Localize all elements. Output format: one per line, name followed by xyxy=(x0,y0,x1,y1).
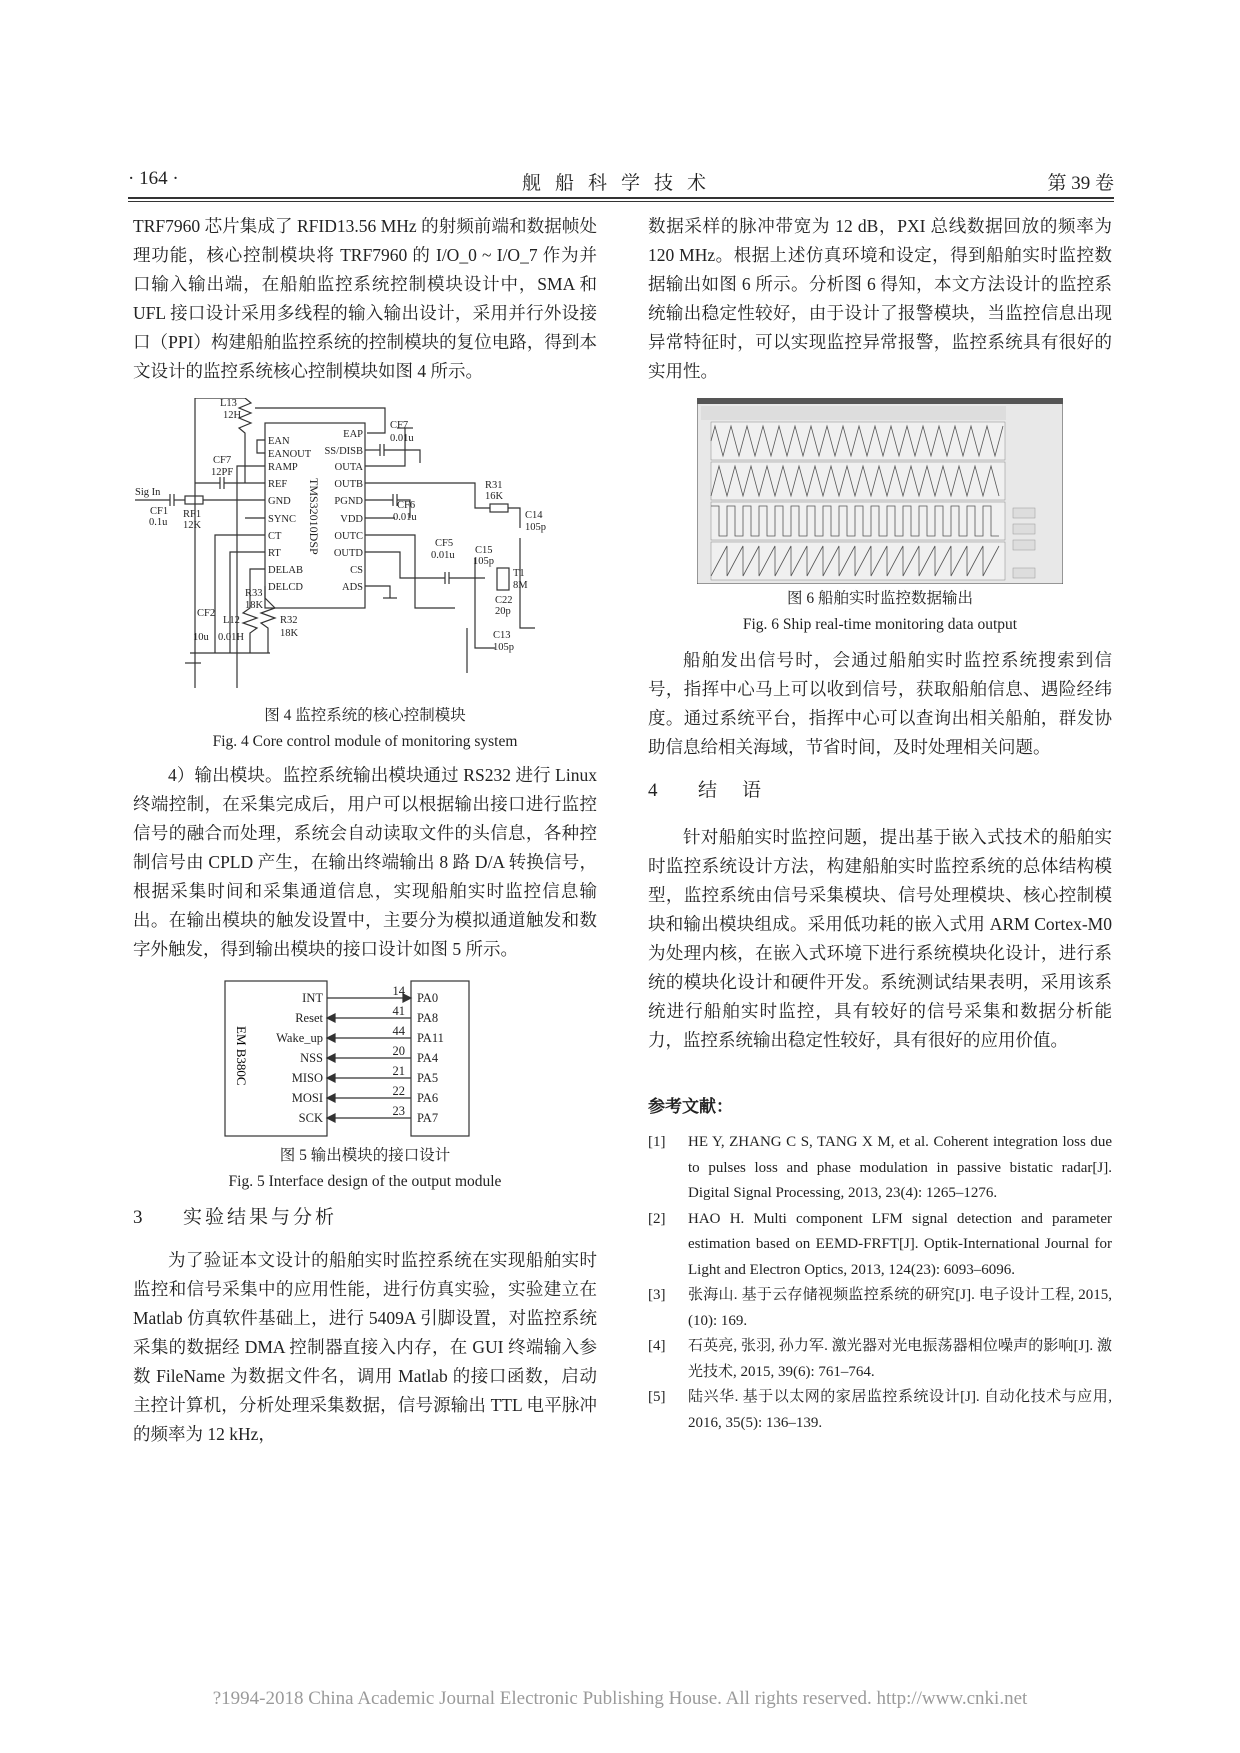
svg-text:SS/DISB: SS/DISB xyxy=(324,446,363,457)
svg-text:DELCD: DELCD xyxy=(268,582,303,593)
svg-text:REF: REF xyxy=(268,479,288,490)
svg-text:RF1: RF1 xyxy=(183,509,202,520)
body-paragraph: 针对船舶实时监控问题，提出基于嵌入式技术的船舶实时监控系统设计方法，构建船舶实时监控系统的总体结构模型，监控系统由信号采集模块、信号处理模块、核心控制模块和输出模块组成。采用低功耗的嵌入式用 ARM Cortex-M0 为处理内核，在嵌入式环境下进行系统模块化设计，进行系统的模块化设计和硬件开发。系统测试结果表明，采用该系统进行船舶实时监控，具有较好的信号采集和数据分析能力，监控系统输出稳定性较好，具有很好的应用价值。 xyxy=(648,827,1112,1050)
svg-text:VDD: VDD xyxy=(340,514,363,525)
svg-text:18K: 18K xyxy=(245,600,264,611)
figure-4-circuit xyxy=(135,398,580,698)
svg-text:OUTC: OUTC xyxy=(334,531,363,542)
svg-text:Reset: Reset xyxy=(295,1011,323,1025)
waveform-display xyxy=(697,398,1063,584)
body-paragraph: TRF7960 芯片集成了 RFID13.56 MHz 的射频前端和数据帧处理功能，核心控制模块将 TRF7960 的 I/O_0 ~ I/O_7 作为并口输入输出端，在船舶监控系统控制模块设计中，SMA 和 UFL 接口设计采用多线程的输入输出设计，采用并行外设接口（PPI）构建船舶监控系统的控制模块的复位电路，得到本文设计的监控系统核心控制模块如图 4 所示。 xyxy=(133,216,597,381)
svg-text:0.01H: 0.01H xyxy=(218,632,244,643)
figure-4-caption-cn: 图 4 监控系统的核心控制模块 xyxy=(264,707,466,724)
svg-text:0.01u: 0.01u xyxy=(393,512,417,523)
svg-text:12PF: 12PF xyxy=(211,467,234,478)
section-4-heading: 4 结 语 xyxy=(648,780,765,801)
svg-text:NSS: NSS xyxy=(300,1051,323,1065)
svg-text:12K: 12K xyxy=(183,520,202,531)
reference-item: [2] HAO H. Multi component LFM signal detection and parameter estimation based on EEMD-FRFT[J]. Optik-International Journal for Light and Electron Optics, 2013, 124(23): 6093–6096. xyxy=(648,1210,1112,1278)
svg-text:SYNC: SYNC xyxy=(268,514,297,525)
svg-text:14: 14 xyxy=(392,984,405,998)
figure-5-caption-en: Fig. 5 Interface design of the output module xyxy=(228,1173,502,1190)
svg-text:20p: 20p xyxy=(495,606,511,617)
svg-text:L12: L12 xyxy=(223,615,240,626)
svg-text:EANOUT: EANOUT xyxy=(268,449,312,460)
journal-title: 舰船科学技术 xyxy=(521,173,720,194)
figure-4-caption-en: Fig. 4 Core control module of monitoring system xyxy=(212,733,518,750)
svg-text:R32: R32 xyxy=(280,615,298,626)
svg-text:CF7: CF7 xyxy=(390,420,409,431)
svg-text:12H: 12H xyxy=(223,410,242,421)
figure-6-monitor-screenshot xyxy=(697,398,1063,584)
reference-item: [1] HE Y, ZHANG C S, TANG X M, et al. Coherent integration loss due to pulses loss and phase modulation in passive bistatic radar[J]. Digital Signal Processing, 2013, 23(4): 1265–1276. xyxy=(648,1134,1112,1201)
svg-text:MOSI: MOSI xyxy=(291,1091,323,1105)
svg-text:8M: 8M xyxy=(513,580,528,591)
svg-text:R33: R33 xyxy=(245,588,263,599)
volume-label: 第 39 卷 xyxy=(1047,173,1114,194)
figure-6-caption-cn: 图 6 船舶实时监控数据输出 xyxy=(786,590,973,607)
section-3-heading: 3 实验结果与分析 xyxy=(133,1207,338,1228)
running-header xyxy=(128,168,1114,194)
body-paragraph: 为了验证本文设计的船舶实时监控系统在实现船舶实时监控和信号采集中的应用性能，进行仿真实验，实验建立在 Matlab 仿真软件基础上，进行 5409A 引脚设置，对监控系统采集的数据经 DMA 控制器直接入内存，在 GUI 终端输入参数 FileName 为数据文件名，调用 Matlab 的接口函数，启动主控计算机，分析处理采集数据，信号源输出 TTL 电平脉冲的频率为 12 kHz， xyxy=(133,1250,597,1444)
figure-5-interface xyxy=(215,976,515,1141)
circuit-diagram xyxy=(135,398,565,698)
svg-text:T1: T1 xyxy=(513,568,525,579)
svg-text:CF5: CF5 xyxy=(435,538,454,549)
svg-text:105p: 105p xyxy=(473,556,494,567)
svg-text:Sig In: Sig In xyxy=(135,487,161,498)
svg-text:SCK: SCK xyxy=(298,1111,323,1125)
svg-text:RAMP: RAMP xyxy=(268,462,298,473)
header-rule xyxy=(128,197,1114,199)
svg-text:EAP: EAP xyxy=(343,429,363,440)
svg-text:CF7: CF7 xyxy=(213,455,232,466)
right-column xyxy=(648,212,1112,1436)
reference-item: [3] 张海山. 基于云存储视频监控系统的研究[J]. 电子设计工程, 2015, (10): 169. xyxy=(648,1287,1112,1329)
svg-text:Wake_up: Wake_up xyxy=(276,1031,323,1045)
svg-text:C15: C15 xyxy=(475,545,493,556)
svg-text:0.1u: 0.1u xyxy=(149,517,168,528)
svg-text:C13: C13 xyxy=(493,630,511,641)
interface-diagram xyxy=(215,976,515,1141)
svg-text:PA6: PA6 xyxy=(417,1091,439,1105)
svg-text:OUTA: OUTA xyxy=(334,462,363,473)
svg-text:PGND: PGND xyxy=(334,496,363,507)
svg-text:DELAB: DELAB xyxy=(268,565,303,576)
svg-text:PA11: PA11 xyxy=(417,1031,444,1045)
svg-text:R31: R31 xyxy=(485,480,503,491)
header-rule-thin xyxy=(128,201,1114,202)
svg-text:105p: 105p xyxy=(493,642,514,653)
page-number: · 164 · xyxy=(128,168,179,189)
svg-text:L13: L13 xyxy=(220,398,237,409)
svg-text:105p: 105p xyxy=(525,522,546,533)
svg-text:0.01u: 0.01u xyxy=(390,433,414,444)
svg-text:PA4: PA4 xyxy=(417,1051,439,1065)
references-heading: 参考文献： xyxy=(648,1097,733,1117)
svg-text:OUTD: OUTD xyxy=(333,548,363,559)
svg-text:21: 21 xyxy=(392,1064,405,1078)
svg-text:CF1: CF1 xyxy=(150,506,169,517)
svg-text:C22: C22 xyxy=(495,595,513,606)
body-paragraph: 船舶发出信号时，会通过船舶实时监控系统搜索到信号，指挥中心马上可以收到信号，获取船舶信息、遇险经纬度。通过系统平台，指挥中心可以查询出相关船舶，群发协助信息给相关海域，节省时间，及时处理相关问题。 xyxy=(648,650,1112,757)
svg-text:GND: GND xyxy=(268,496,291,507)
svg-text:44: 44 xyxy=(392,1024,405,1038)
svg-text:PA0: PA0 xyxy=(417,991,439,1005)
svg-text:23: 23 xyxy=(392,1104,405,1118)
svg-text:CS: CS xyxy=(350,565,363,576)
svg-text:PA5: PA5 xyxy=(417,1071,439,1085)
svg-text:CT: CT xyxy=(268,531,282,542)
svg-text:MISO: MISO xyxy=(291,1071,323,1085)
svg-text:22: 22 xyxy=(392,1084,405,1098)
figure-6-caption-en: Fig. 6 Ship real-time monitoring data output xyxy=(742,616,1018,633)
body-paragraph: 4）输出模块。监控系统输出模块通过 RS232 进行 Linux 终端控制，在采集完成后，用户可以根据输出接口进行监控信号的融合而处理，系统会自动读取文件的头信息，各种控制信号由 CPLD 产生，在输出终端输出 8 路 D/A 转换信号，根据采集时间和采集通道信息，实现船舶实时监控信息输出。在输出模块的触发设置中，主要分为模拟通道触发和数字外触发，得到输出模块的接口设计如图 5 所示。 xyxy=(133,765,597,959)
svg-text:C14: C14 xyxy=(525,510,543,521)
svg-text:16K: 16K xyxy=(485,491,504,502)
svg-text:PA7: PA7 xyxy=(417,1111,439,1125)
left-column xyxy=(133,212,597,1449)
svg-text:ADS: ADS xyxy=(341,582,363,593)
svg-text:CF6: CF6 xyxy=(397,500,416,511)
svg-text:OUTB: OUTB xyxy=(334,479,363,490)
svg-text:TMS32010DSP: TMS32010DSP xyxy=(307,478,321,555)
svg-text:INT: INT xyxy=(302,991,323,1005)
svg-text:0.01u: 0.01u xyxy=(431,550,455,561)
body-paragraph: 数据采样的脉冲带宽为 12 dB，PXI 总线数据回放的频率为 120 MHz。根据上述仿真环境和设定，得到船舶实时监控数据输出如图 6 所示。分析图 6 得知，本文方法设计的监控系统输出稳定性较好，由于设计了报警模块，当监控信息出现异常特征时，可以实现监控异常报警，监控系统具有很好的实用性。 xyxy=(648,216,1112,381)
copyright-footer: ?1994-2018 China Academic Journal Electronic Publishing House. All rights reserved. http://www.cnki.net xyxy=(212,1688,1028,1709)
svg-text:PA8: PA8 xyxy=(417,1011,439,1025)
reference-item: [4] 石英亮, 张羽, 孙力军. 激光器对光电振荡器相位噪声的影响[J]. 激光技术, 2015, 39(6): 761–764. xyxy=(648,1338,1112,1380)
svg-text:20: 20 xyxy=(392,1044,405,1058)
references-list xyxy=(648,1130,1112,1436)
svg-text:CF2: CF2 xyxy=(197,608,216,619)
svg-text:EM B380C: EM B380C xyxy=(234,1026,249,1086)
figure-5-caption-cn: 图 5 输出模块的接口设计 xyxy=(279,1147,451,1164)
svg-text:RT: RT xyxy=(268,548,281,559)
svg-text:18K: 18K xyxy=(280,628,299,639)
svg-text:EAN: EAN xyxy=(268,436,290,447)
reference-item: [5] 陆兴华. 基于以太网的家居监控系统设计[J]. 自动化技术与应用, 2016, 35(5): 136–139. xyxy=(648,1389,1112,1431)
svg-text:41: 41 xyxy=(392,1004,405,1018)
svg-text:10u: 10u xyxy=(193,632,209,643)
